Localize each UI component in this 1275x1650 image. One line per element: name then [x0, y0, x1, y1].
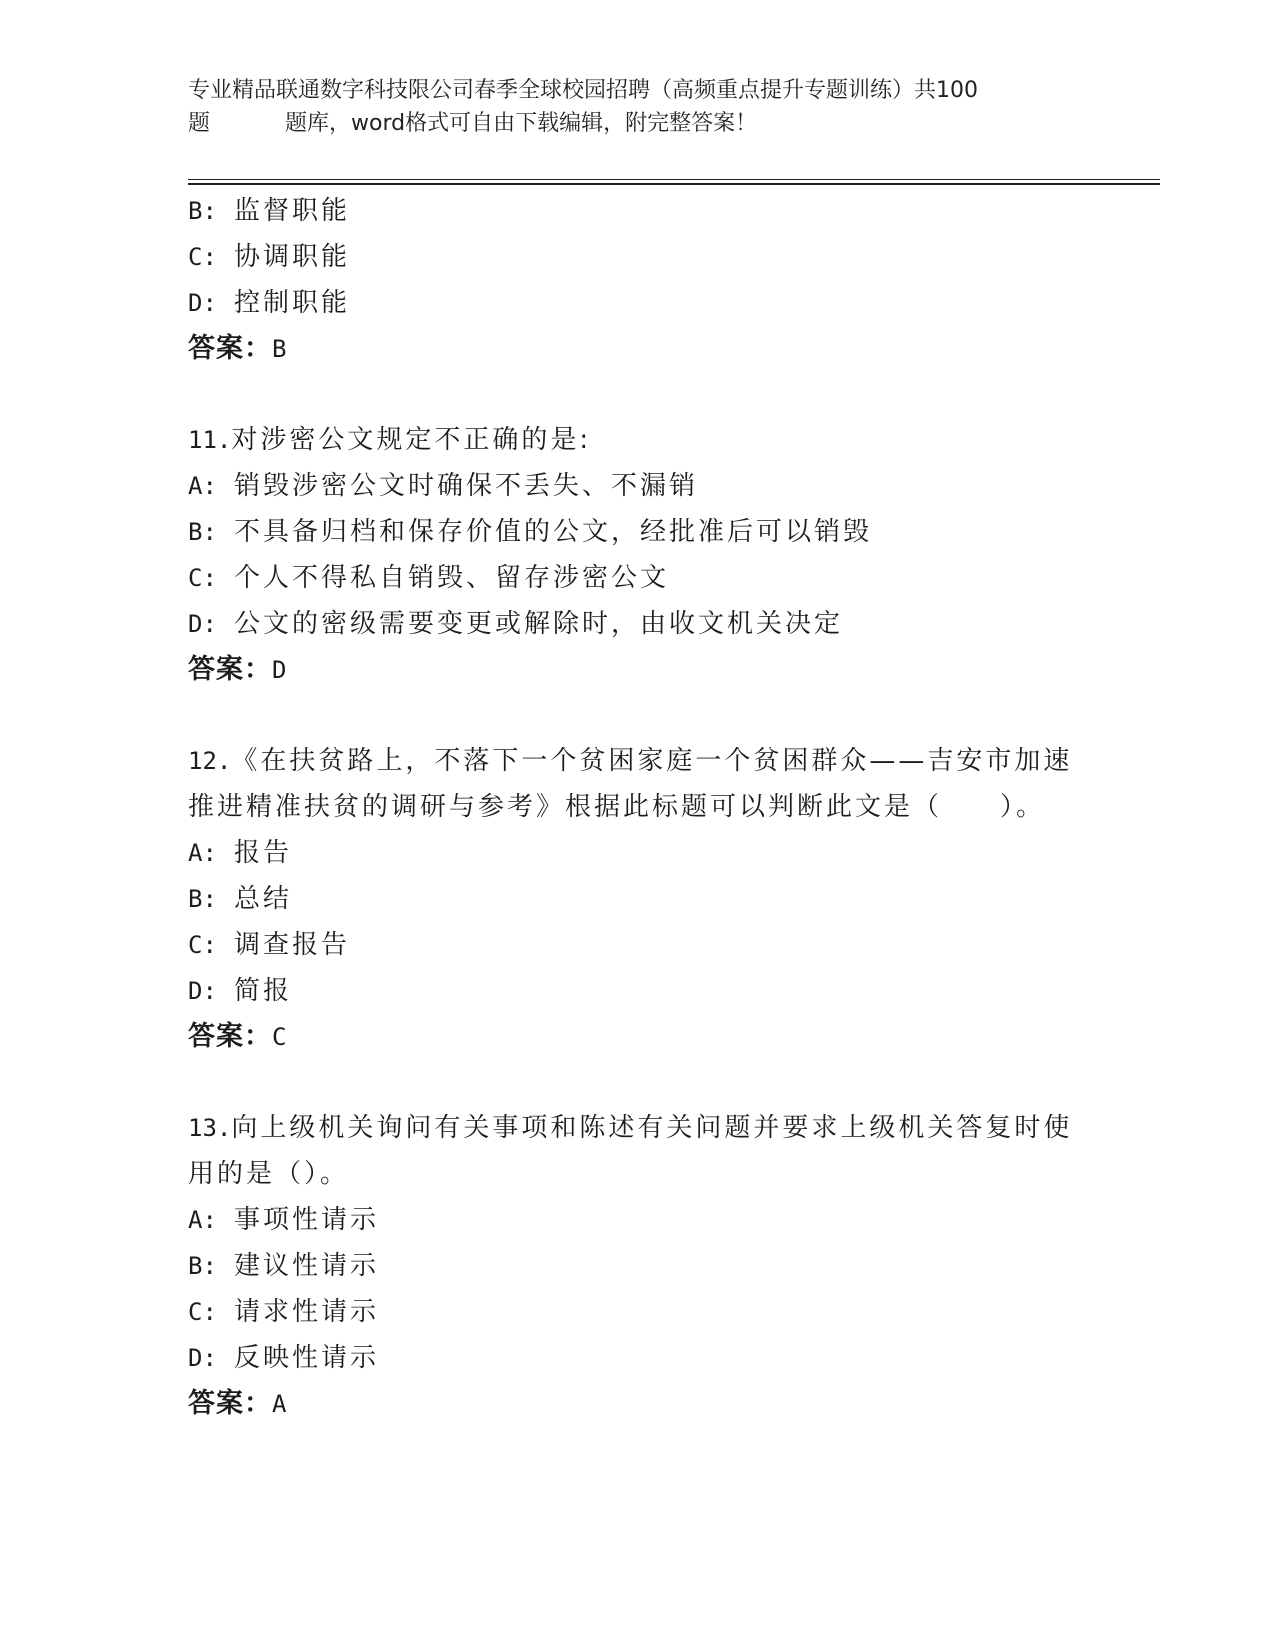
answer-label: 答案： [188, 654, 272, 685]
option-letter: C: [188, 243, 217, 271]
question-stem [188, 1105, 1088, 1151]
question-text: 向上级机关询问有关事项和陈述有关问题并要求上级机关答复时使 [231, 1113, 1073, 1143]
option-text: 总结 [234, 884, 293, 914]
option-text: 个人不得私自销毁、留存涉密公文 [234, 563, 670, 593]
question-number: 13. [188, 1114, 232, 1142]
question-number: 12. [188, 747, 232, 775]
option-row [188, 188, 1088, 234]
question-stem [188, 738, 1088, 784]
option-letter: B: [188, 1252, 217, 1280]
option-row [188, 555, 1088, 601]
option-row [188, 876, 1088, 922]
option-text: 公文的密级需要变更或解除时，由收文机关决定 [234, 609, 844, 639]
option-letter: B: [188, 885, 217, 913]
answer-row [188, 647, 1088, 693]
option-text: 控制职能 [234, 288, 351, 318]
question-text: 《在扶贫路上，不落下一个贫困家庭一个贫困群众——吉安市加速 [231, 746, 1073, 776]
option-row [188, 601, 1088, 647]
question-stem-continued: 用的是（）。 [188, 1159, 350, 1189]
option-text: 协调职能 [234, 242, 351, 272]
option-text: 反映性请示 [234, 1343, 380, 1373]
answer-row [188, 1381, 1088, 1427]
option-row [188, 280, 1088, 326]
answer-value: D [272, 656, 288, 684]
header-title-line2 [188, 107, 1088, 140]
option-row [188, 1197, 1088, 1243]
option-letter: A: [188, 839, 217, 867]
option-letter: D: [188, 610, 217, 638]
answer-value: A [272, 1390, 288, 1418]
answer-label: 答案： [188, 1388, 272, 1419]
option-letter: B: [188, 518, 217, 546]
option-text: 事项性请示 [234, 1205, 380, 1235]
answer-value: C [272, 1023, 288, 1051]
option-row [188, 509, 1088, 555]
option-row [188, 1289, 1088, 1335]
question-13 [188, 1105, 1088, 1427]
option-text: 建议性请示 [234, 1251, 380, 1281]
option-row [188, 1335, 1088, 1381]
option-text: 销毁涉密公文时确保不丢失、不漏销 [234, 471, 699, 501]
answer-row [188, 1014, 1088, 1060]
answer-value: B [272, 335, 288, 363]
option-row [188, 922, 1088, 968]
option-letter: A: [188, 472, 217, 500]
answer-row [188, 326, 1088, 372]
header-title-line1: 专业精品联通数字科技限公司春季全球校园招聘（高频重点提升专题训练）共100 [188, 78, 978, 103]
question-text: 对涉密公文规定不正确的是: [231, 425, 592, 455]
option-letter: C: [188, 564, 217, 592]
option-text: 调查报告 [234, 930, 351, 960]
header-rule-thin [188, 179, 1160, 180]
header-title-line2-start: 题 [188, 111, 211, 136]
option-row [188, 463, 1088, 509]
header-rule-thick [188, 183, 1160, 185]
answer-label: 答案： [188, 1021, 272, 1052]
option-letter: B: [188, 197, 217, 225]
option-row [188, 1243, 1088, 1289]
question-content [188, 188, 1088, 1427]
option-text: 请求性请示 [234, 1297, 380, 1327]
question-11 [188, 417, 1088, 693]
header-title-line2-end: 题库，word格式可自由下载编辑，附完整答案！ [285, 111, 758, 136]
option-letter: D: [188, 977, 217, 1005]
continued-question [188, 188, 1088, 372]
option-letter: C: [188, 1298, 217, 1326]
question-stem [188, 417, 1088, 463]
option-letter: D: [188, 1344, 217, 1372]
option-letter: D: [188, 289, 217, 317]
question-number: 11. [188, 426, 232, 454]
question-stem-continued: 推进精准扶贫的调研与参考》根据此标题可以判断此文是（ ）。 [188, 792, 1046, 822]
answer-label: 答案： [188, 333, 272, 364]
option-letter: C: [188, 931, 217, 959]
option-text: 不具备归档和保存价值的公文，经批准后可以销毁 [234, 517, 873, 547]
option-letter: A: [188, 1206, 217, 1234]
option-text: 简报 [234, 976, 293, 1006]
option-row [188, 830, 1088, 876]
page-header [188, 74, 1088, 140]
option-text: 报告 [234, 838, 293, 868]
question-12 [188, 738, 1088, 1060]
option-row [188, 968, 1088, 1014]
option-text: 监督职能 [234, 196, 351, 226]
option-row [188, 234, 1088, 280]
